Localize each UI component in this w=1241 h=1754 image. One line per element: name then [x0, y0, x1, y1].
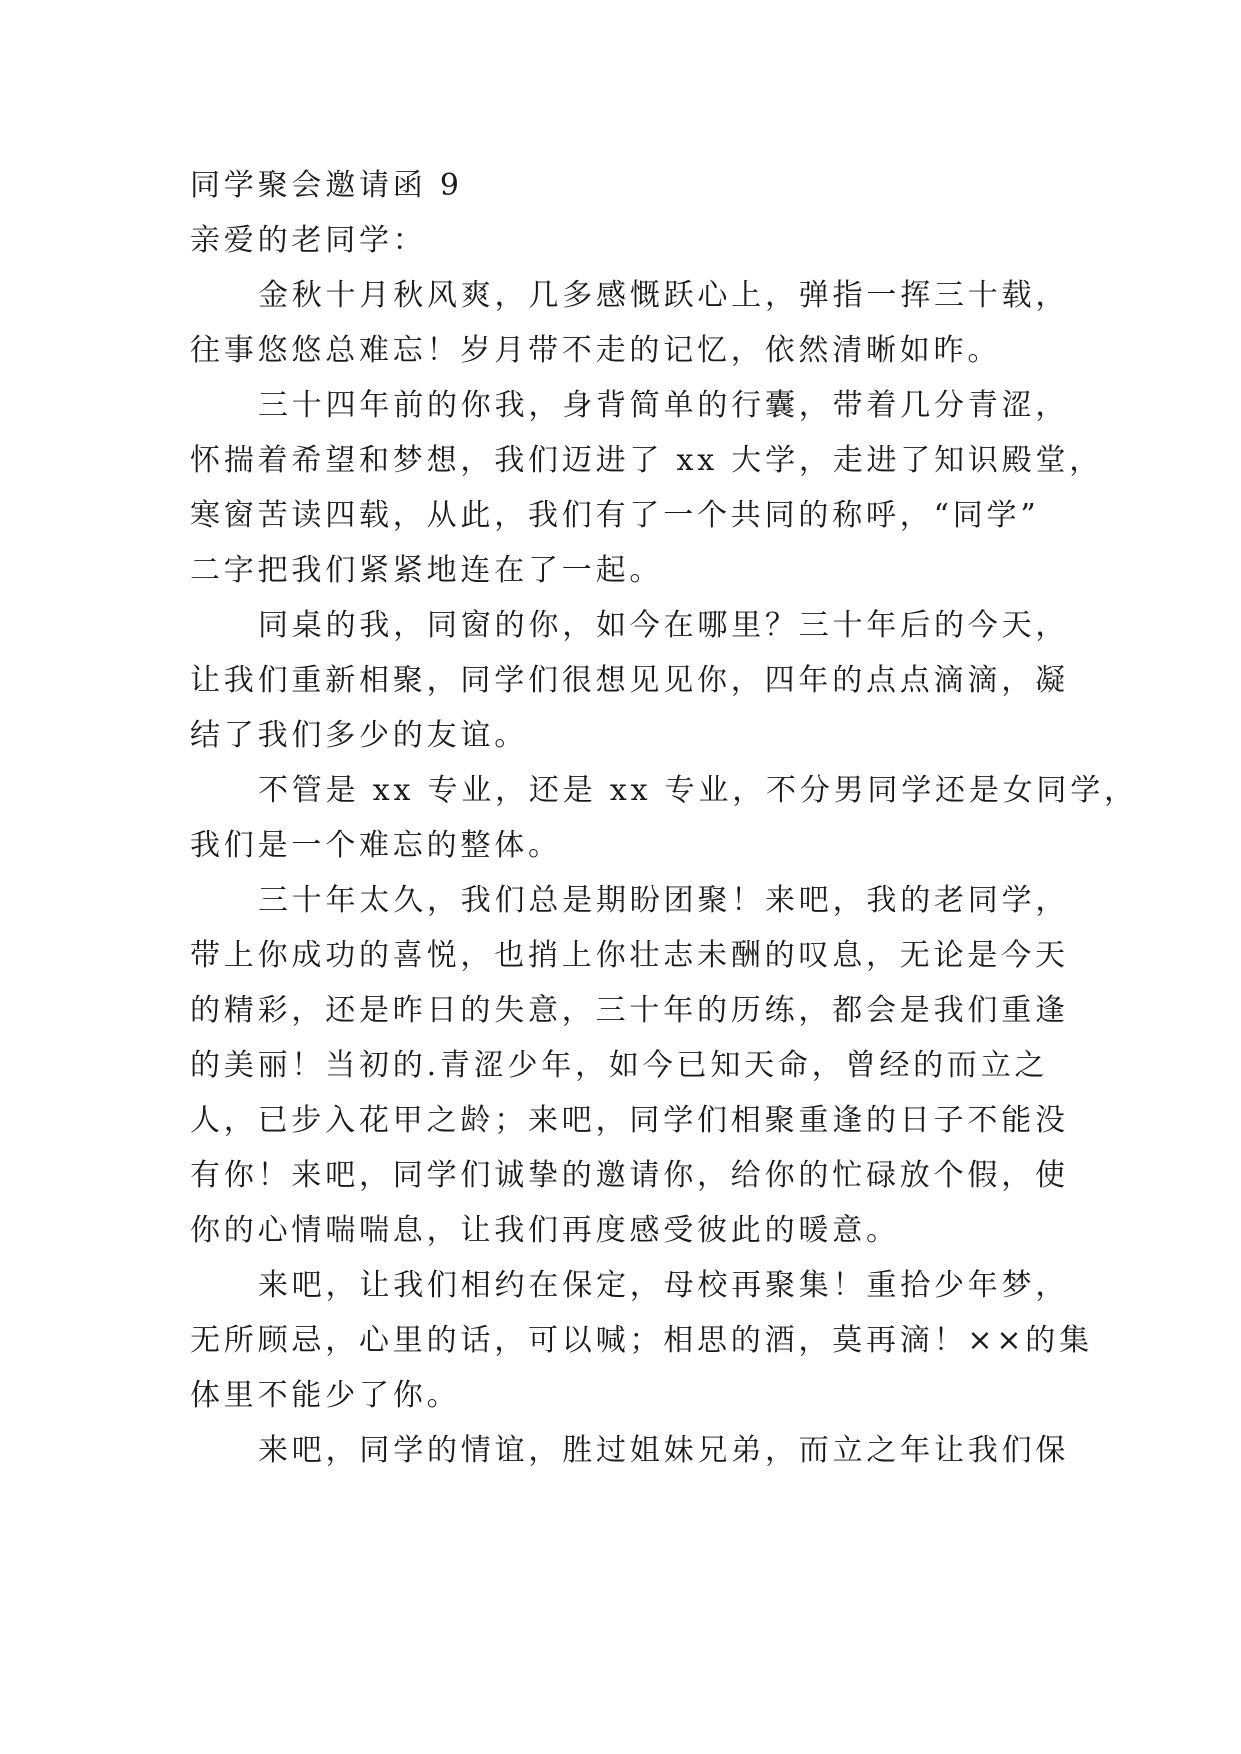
text-line: 无所顾忌，心里的话，可以喊；相思的酒，莫再滴！××的集 [190, 1323, 1093, 1358]
text-line: 的美丽！当初的.青涩少年，如今已知天命，曾经的而立之 [190, 1048, 1049, 1083]
body-text [190, 268, 1138, 1478]
text-line: 人，已步入花甲之龄；来吧，同学们相聚重逢的日子不能没 [190, 1103, 1069, 1138]
text-line: 金秋十月秋风爽，几多感慨跃心上，弹指一挥三十载， [258, 278, 1070, 313]
text-line: 同桌的我，同窗的你，如今在哪里？三十年后的今天， [258, 608, 1070, 643]
text-line: 不管是 xx 专业，还是 xx 专业，不分男同学还是女同学， [258, 773, 1138, 808]
text-line: 怀揣着希望和梦想，我们迈进了 xx 大学，走进了知识殿堂， [190, 443, 1104, 478]
text-line: 体里不能少了你。 [190, 1378, 461, 1413]
text-line: 二字把我们紧紧地连在了一起。 [190, 553, 664, 588]
text-line: 我们是一个难忘的整体。 [190, 828, 562, 863]
document-title: 同学聚会邀请函 9 [190, 168, 463, 203]
document-body [190, 158, 1138, 1478]
text-line: 有你！来吧，同学们诚挚的邀请你，给你的忙碌放个假，使 [190, 1158, 1069, 1193]
text-line: 结了我们多少的友谊。 [190, 718, 528, 753]
salutation: 亲爱的老同学： [190, 223, 427, 258]
text-line: 往事悠悠总难忘！岁月带不走的记忆，依然清晰如昨。 [190, 333, 1002, 368]
text-line: 来吧，同学的情谊，胜过姐妹兄弟，而立之年让我们保 [258, 1433, 1070, 1468]
text-line: 带上你成功的喜悦，也捎上你壮志未酬的叹息，无论是今天 [190, 938, 1069, 973]
text-line: 三十年太久，我们总是期盼团聚！来吧，我的老同学， [258, 883, 1070, 918]
text-line: 的精彩，还是昨日的失意，三十年的历练，都会是我们重逢 [190, 993, 1069, 1028]
text-line: 让我们重新相聚，同学们很想见见你，四年的点点滴滴，凝 [190, 663, 1069, 698]
text-line: 三十四年前的你我，身背简单的行囊，带着几分青涩， [258, 388, 1070, 423]
text-line: 寒窗苦读四载，从此，我们有了一个共同的称呼，“同学” [190, 498, 1040, 533]
text-line: 来吧，让我们相约在保定，母校再聚集！重拾少年梦， [258, 1268, 1070, 1303]
text-line: 你的心情喘喘息，让我们再度感受彼此的暖意。 [190, 1213, 900, 1248]
